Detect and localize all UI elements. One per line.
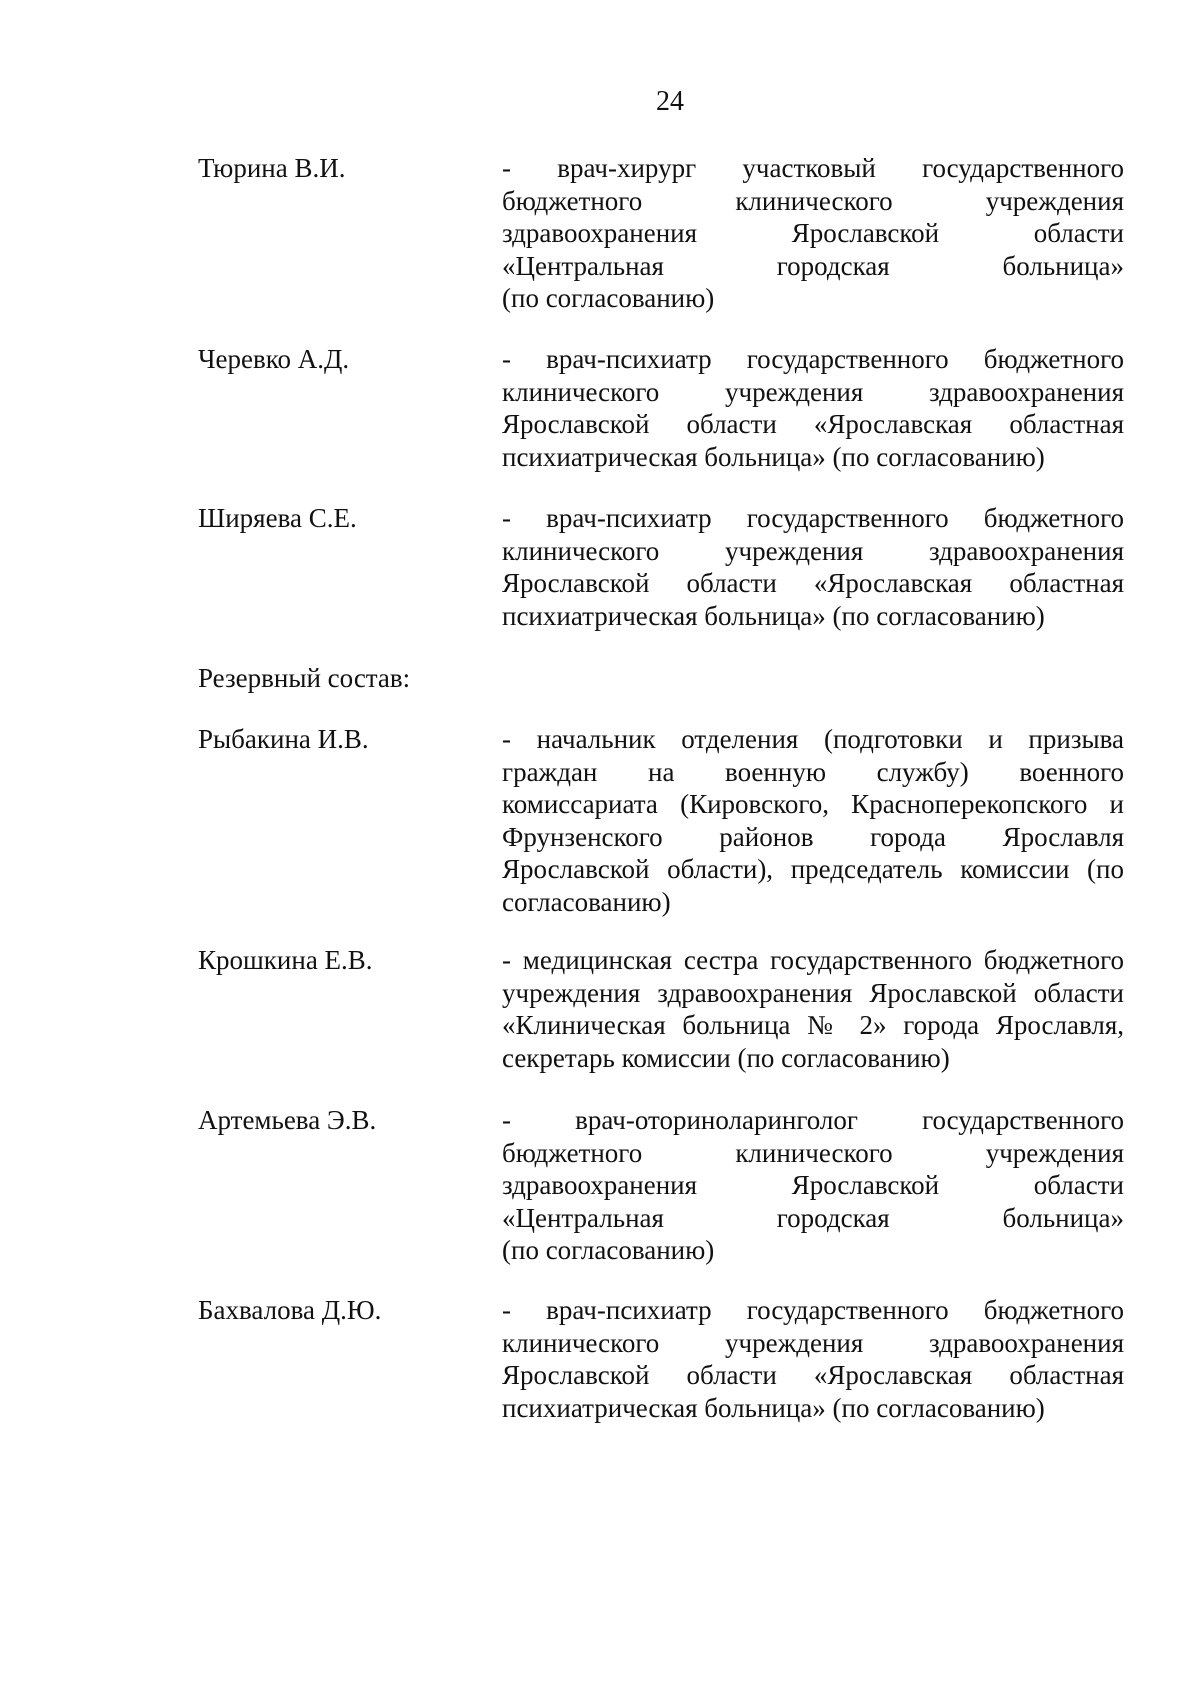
position-line: (по согласованию) <box>502 1235 715 1265</box>
member-position <box>502 1104 1124 1267</box>
position-line: бюджетного клинического учреждения <box>502 185 1124 216</box>
member-position <box>502 152 1124 315</box>
member-name: Тюрина В.И. <box>198 153 346 183</box>
member-name: Крошкина Е.В. <box>198 945 373 975</box>
position-line: - врач-психиатр государственного бюджетного <box>502 344 1124 374</box>
position-line: клинического учреждения здравоохранения <box>502 376 1124 407</box>
position-line: психиатрическая больница» (по согласованию) <box>502 600 1045 631</box>
position-line: Ярославской области «Ярославская областная <box>502 1360 1124 1390</box>
member-position <box>502 502 1124 632</box>
position-line: - врач-хирург участковый государственного <box>502 153 1124 183</box>
position-line: - врач-психиатр государственного бюджетного <box>502 503 1124 533</box>
page-number: 24 <box>656 86 684 117</box>
position-line: учреждения здравоохранения Ярославской области <box>502 977 1124 1008</box>
position-line: бюджетного клинического учреждения <box>502 1137 1124 1168</box>
position-line: - начальник отделения (подготовки и призыва <box>502 724 1124 754</box>
position-line: комиссариата (Кировского, Красноперекопского и <box>502 789 1124 819</box>
position-line: секретарь комиссии (по согласованию) <box>502 1042 950 1073</box>
position-line: Фрунзенского районов города Ярославля <box>502 821 1124 852</box>
position-line: здравоохранения Ярославской области <box>502 218 1124 248</box>
reserve-heading: Резервный состав: <box>198 663 411 693</box>
member-position <box>502 343 1124 473</box>
position-line: Ярославской области «Ярославская областная <box>502 568 1124 598</box>
position-line: - врач-оториноларинголог государственного <box>502 1105 1124 1135</box>
position-line: клинического учреждения здравоохранения <box>502 535 1124 566</box>
position-line: психиатрическая больница» (по согласованию) <box>502 1392 1045 1423</box>
member-name: Черевко А.Д. <box>198 344 350 374</box>
member-position <box>502 723 1124 918</box>
member-name: Бахвалова Д.Ю. <box>198 1295 382 1325</box>
position-line: Ярославской области), председатель комиссии (по <box>502 854 1124 884</box>
member-position <box>502 944 1124 1074</box>
position-line: «Клиническая больница № 2» города Ярославля, <box>502 1010 1124 1040</box>
position-line: клинического учреждения здравоохранения <box>502 1327 1124 1358</box>
position-line: граждан на военную службу) военного <box>502 756 1124 787</box>
position-line: согласованию) <box>502 886 671 917</box>
member-name: Ширяева С.Е. <box>198 503 357 533</box>
position-line: (по согласованию) <box>502 283 715 313</box>
position-line: здравоохранения Ярославской области <box>502 1170 1124 1200</box>
member-name: Артемьева Э.В. <box>198 1105 377 1135</box>
position-line: психиатрическая больница» (по согласованию) <box>502 441 1045 472</box>
position-line: - медицинская сестра государственного бюджетного <box>502 945 1124 975</box>
member-position <box>502 1294 1124 1424</box>
position-line: «Центральная городская больница» <box>502 1202 1124 1233</box>
position-line: «Центральная городская больница» <box>502 250 1124 281</box>
position-line: Ярославской области «Ярославская областная <box>502 409 1124 439</box>
member-name: Рыбакина И.В. <box>198 724 369 754</box>
position-line: - врач-психиатр государственного бюджетного <box>502 1295 1124 1325</box>
